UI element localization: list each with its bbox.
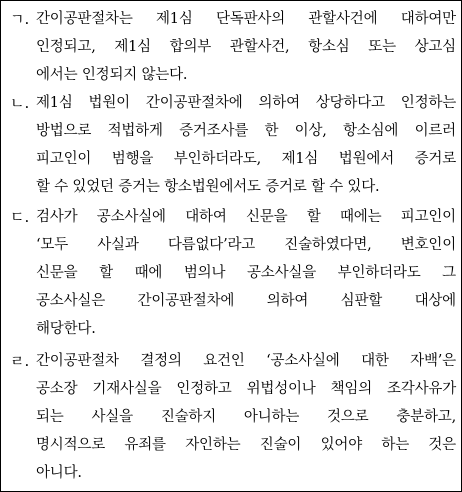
item-text (36, 89, 456, 201)
text-line: 검사가 공소사실에 대하여 신문을 할 때에는 피고인이 (36, 209, 456, 225)
text-line: 되는 사실을 진술하지 아니하는 것으로 충분하고, (36, 409, 456, 425)
text-line: ‘모두 사실과 다름없다’라고 진술하였다면, 변호인이 (36, 237, 456, 253)
text-line: 공소장 기재사실을 인정하고 위법성이나 책임의 조각사유가 (36, 381, 456, 397)
text-line: 방법으로 적법하게 증거조사를 한 이상, 항소심에 이르러 (36, 123, 456, 139)
text-line: 명시적으로 유죄를 자인하는 진술이 있어야 하는 것은 (36, 437, 456, 453)
text-line: 아니다. (36, 465, 82, 481)
item-marker: ㄱ. (10, 10, 30, 28)
item-marker: ㄴ. (10, 94, 30, 112)
text-line: 제1심 법원이 간이공판절차에 의하여 상당하다고 인정하는 (36, 95, 456, 111)
text-line: 해당한다. (36, 321, 96, 337)
item-text (36, 5, 456, 89)
text-line: 할 수 있었던 증거는 항소법원에서도 증거로 할 수 있다. (36, 179, 380, 195)
item-marker: ㄹ. (10, 352, 30, 370)
item-text (36, 347, 456, 487)
text-line: 공소사실은 간이공판절차에 의하여 심판할 대상에 (36, 293, 456, 309)
text-line: 간이공판절차는 제1심 단독판사의 관할사건에 대하여만 (36, 11, 456, 27)
text-line: 인정되고, 제1심 합의부 관할사건, 항소심 또는 상고심 (36, 39, 456, 55)
item-marker: ㄷ. (10, 208, 30, 226)
text-line: 에서는 인정되지 않는다. (36, 67, 188, 83)
item-text (36, 203, 456, 343)
text-line: 신문을 할 때에 범의나 공소사실을 부인하더라도 그 (36, 265, 456, 281)
text-line: 피고인이 범행을 부인하더라도, 제1심 법원에서 증거로 (36, 151, 456, 167)
text-line: 간이공판절차 결정의 요건인 ‘공소사실에 대한 자백’은 (36, 353, 456, 369)
